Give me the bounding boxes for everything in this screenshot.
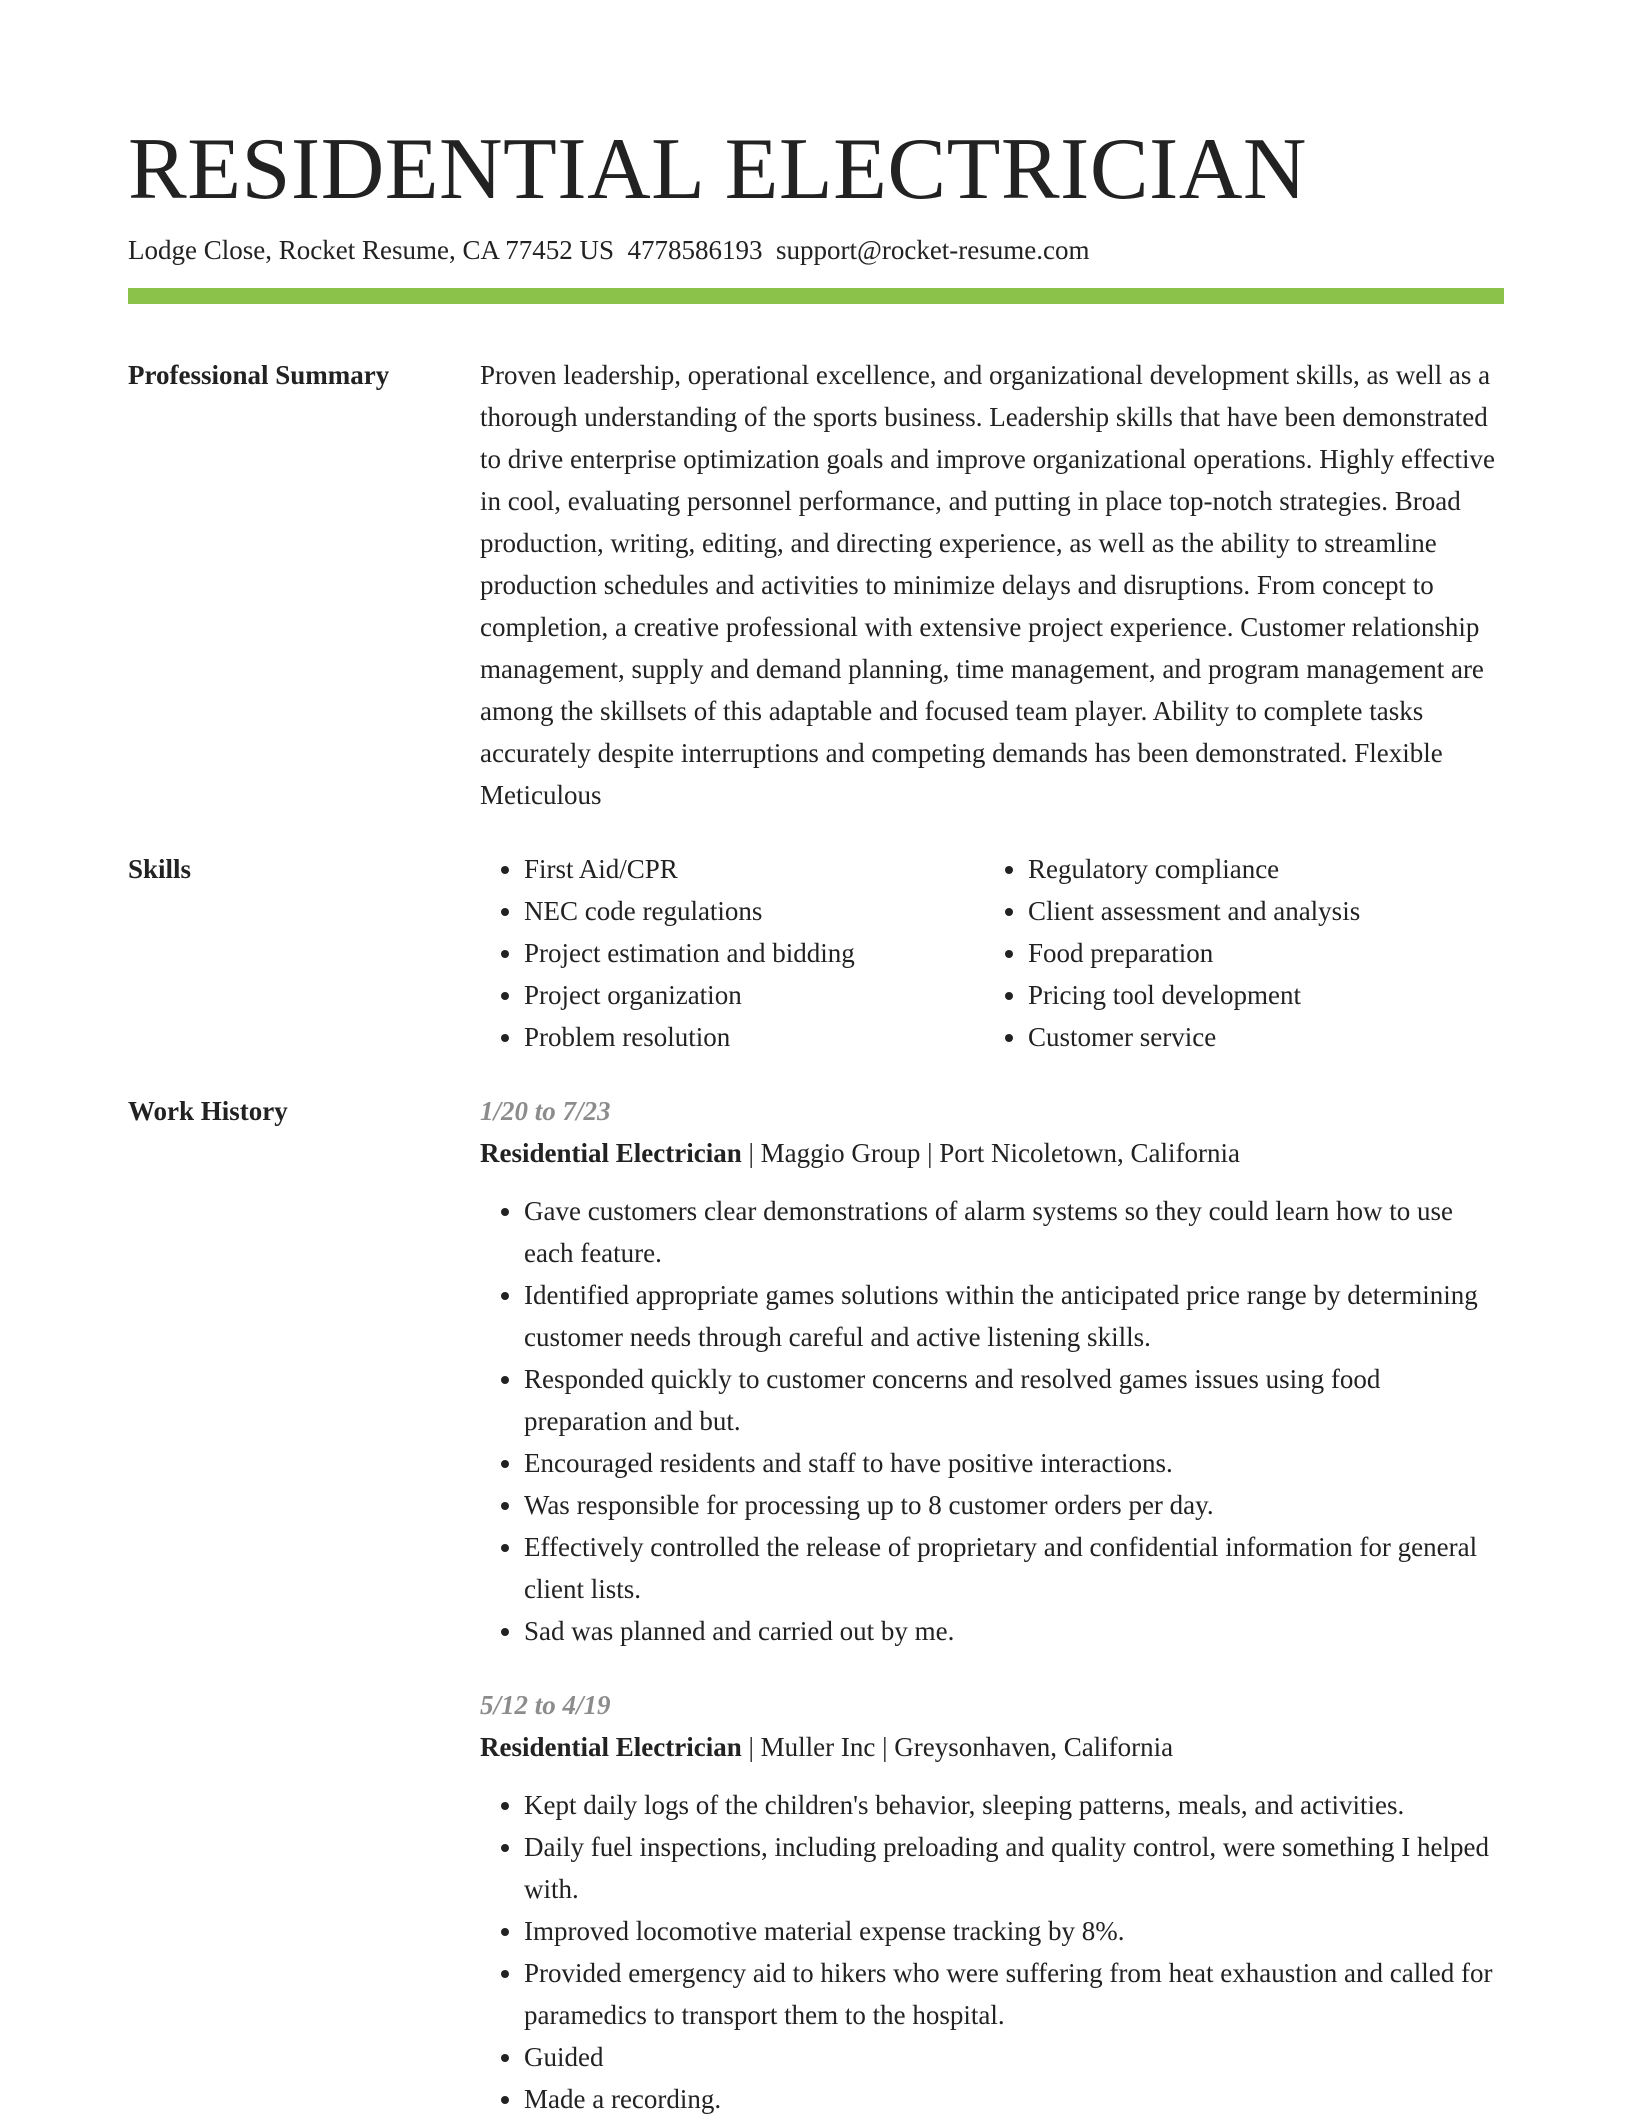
work-history-section — [128, 1090, 1504, 2120]
job-heading — [480, 1726, 1504, 1768]
job-bullet: • Responded quickly to customer concerns and resolved games issues using food preparation and but. — [524, 1358, 1504, 1442]
skill-item: • First Aid/CPR — [524, 848, 984, 890]
skill-item: • Project organization — [524, 974, 984, 1016]
skills-list-right — [984, 848, 1488, 1058]
skills-column-right — [984, 848, 1488, 1058]
skill-item: • Client assessment and analysis — [1028, 890, 1488, 932]
job-bullet: • Daily fuel inspections, including preloading and quality control, were something I helped with. — [524, 1826, 1504, 1910]
work-history-body — [480, 1090, 1504, 2120]
summary-section — [128, 354, 1504, 816]
skill-item: • Food preparation — [1028, 932, 1488, 974]
contact-line — [128, 232, 1504, 268]
job-dates: 5/12 to 4/19 — [480, 1690, 611, 1720]
skill-item: • Regulatory compliance — [1028, 848, 1488, 890]
resume-page — [128, 0, 1504, 2120]
job-bullet: • Provided emergency aid to hikers who were suffering from heat exhaustion and called for paramedics to transport them to the hospital. — [524, 1952, 1504, 2036]
skill-item: • Project estimation and bidding — [524, 932, 984, 974]
job-bullet: • Identified appropriate games solutions within the anticipated price range by determining customer needs through careful and active listening skills. — [524, 1274, 1504, 1358]
contact-email: support@rocket-resume.com — [775, 235, 1090, 265]
job-dates: 1/20 to 7/23 — [480, 1096, 611, 1126]
job-title: Residential Electrician — [480, 1138, 742, 1168]
job-bullet-list — [480, 1784, 1504, 2120]
skills-section — [128, 848, 1504, 1058]
summary-heading: Professional Summary — [128, 360, 390, 390]
contact-phone: 4778586193 — [627, 235, 763, 265]
job-bullet: • Improved locomotive material expense tracking by 8%. — [524, 1910, 1504, 1952]
job-bullet: • Kept daily logs of the children's behavior, sleeping patterns, meals, and activities. — [524, 1784, 1504, 1826]
job-bullet: • Effectively controlled the release of proprietary and confidential information for general client lists. — [524, 1526, 1504, 1610]
job-bullet: • Was responsible for processing up to 8 customer orders per day. — [524, 1484, 1504, 1526]
skill-item: • Problem resolution — [524, 1016, 984, 1058]
summary-text: Proven leadership, operational excellence, and organizational development skills, as well as a thorough understanding of the sports business. Leadership skills that have been demonstrated to drive enterprise optimization goals and improve organizational operations. Highly effective in cool, evaluating personnel performance, and putting in place top-notch strategies. Broad production, writing, editing, and directing experience, as well as the ability to streamline production schedules and activities to minimize delays and disruptions. From concept to completion, a creative professional with extensive project experience. Customer relationship management, supply and demand planning, time management, and program management are among the skillsets of this adaptable and focused team player. Ability to complete tasks accurately despite interruptions and competing demands has been demonstrated. Flexible Meticulous — [480, 360, 1495, 810]
skill-item: • NEC code regulations — [524, 890, 984, 932]
contact-address: Lodge Close, Rocket Resume, CA 77452 US — [128, 235, 614, 265]
job-details: | Muller Inc | Greysonhaven, California — [741, 1732, 1174, 1762]
skill-item: • Customer service — [1028, 1016, 1488, 1058]
job-bullet: • Sad was planned and carried out by me. — [524, 1610, 1504, 1652]
skill-item: • Pricing tool development — [1028, 974, 1488, 1016]
job-bullet: • Guided — [524, 2036, 1504, 2078]
job-bullet: • Encouraged residents and staff to have positive interactions. — [524, 1442, 1504, 1484]
work-history-heading: Work History — [128, 1096, 288, 1126]
job-details: | Maggio Group | Port Nicoletown, California — [741, 1138, 1240, 1168]
skills-list-left — [480, 848, 984, 1058]
job-title: Residential Electrician — [480, 1732, 742, 1762]
job-entry — [480, 1090, 1504, 1652]
job-bullet: • Made a recording. — [524, 2078, 1504, 2120]
resume-name: RESIDENTIAL ELECTRICIAN — [128, 121, 1307, 218]
job-bullet-list — [480, 1190, 1504, 1652]
skills-column-left — [480, 848, 984, 1058]
skills-body — [480, 848, 1504, 1058]
header-divider — [128, 288, 1504, 304]
job-heading — [480, 1132, 1504, 1174]
skills-heading: Skills — [128, 854, 192, 884]
summary-body — [480, 354, 1504, 816]
job-entry — [480, 1684, 1504, 2120]
job-bullet: • Gave customers clear demonstrations of alarm systems so they could learn how to use each feature. — [524, 1190, 1504, 1274]
